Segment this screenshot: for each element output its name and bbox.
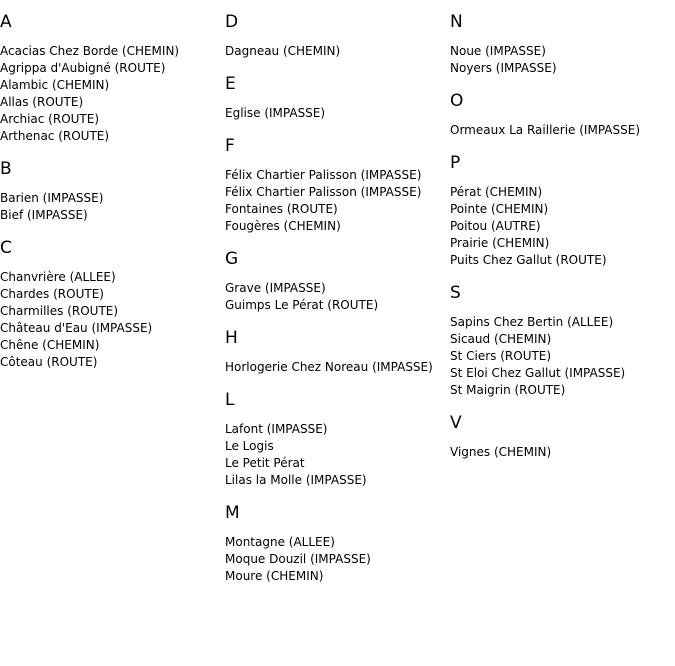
index-column (0, 0, 225, 371)
street-entry: St Ciers (ROUTE) (450, 349, 552, 363)
street-entry: Noyers (IMPASSE) (450, 61, 557, 75)
letter-section (450, 77, 675, 139)
section-letter-heading: N (450, 12, 463, 32)
letter-section (0, 0, 225, 145)
street-entry: Le Logis (225, 439, 274, 453)
section-letter-heading: D (225, 12, 239, 32)
street-list (450, 444, 675, 461)
section-letter-heading: P (450, 153, 461, 173)
section-letter-heading: B (0, 159, 12, 179)
street-list (225, 280, 450, 314)
street-entry: Félix Chartier Palisson (IMPASSE) (225, 168, 422, 182)
street-entry: Acacias Chez Borde (CHEMIN) (0, 44, 180, 58)
street-entry: Ormeaux La Raillerie (IMPASSE) (450, 123, 640, 137)
street-list (0, 190, 225, 224)
section-letter-heading: H (225, 328, 238, 348)
street-entry: Allas (ROUTE) (0, 95, 84, 109)
index-column (450, 0, 675, 461)
section-letter-heading: O (450, 91, 464, 111)
street-list (450, 184, 675, 269)
street-list (225, 43, 450, 60)
street-entry: Alambic (CHEMIN) (0, 78, 110, 92)
street-entry: Archiac (ROUTE) (0, 112, 100, 126)
street-entry: Puits Chez Gallut (ROUTE) (450, 253, 607, 267)
street-entry: Dagneau (CHEMIN) (225, 44, 341, 58)
street-entry: Guimps Le Pérat (ROUTE) (225, 298, 379, 312)
street-entry: Horlogerie Chez Noreau (IMPASSE) (225, 360, 433, 374)
street-entry: Fontaines (ROUTE) (225, 202, 338, 216)
street-list (450, 122, 675, 139)
letter-section (450, 0, 675, 77)
street-list (0, 43, 225, 145)
letter-section (450, 399, 675, 461)
street-list (225, 421, 450, 489)
section-letter-heading: G (225, 249, 239, 269)
street-entry: Lilas la Molle (IMPASSE) (225, 473, 367, 487)
street-entry: Moque Douzil (IMPASSE) (225, 552, 371, 566)
letter-section (225, 0, 450, 60)
street-entry: Lafont (IMPASSE) (225, 422, 328, 436)
street-entry: Montagne (ALLEE) (225, 535, 335, 549)
street-entry: Pointe (CHEMIN) (450, 202, 549, 216)
letter-section (0, 224, 225, 371)
street-entry: Pérat (CHEMIN) (450, 185, 543, 199)
street-entry: Chêne (CHEMIN) (0, 338, 100, 352)
street-entry: Arthenac (ROUTE) (0, 129, 110, 143)
street-entry: St Maigrin (ROUTE) (450, 383, 566, 397)
letter-section (225, 376, 450, 489)
letter-section (225, 489, 450, 585)
street-entry: Charmilles (ROUTE) (0, 304, 119, 318)
street-list (0, 269, 225, 371)
letter-section (225, 235, 450, 314)
section-letter-heading: F (225, 136, 235, 156)
section-letter-heading: S (450, 283, 461, 303)
letter-section (0, 145, 225, 224)
letter-section (225, 60, 450, 122)
section-letter-heading: V (450, 413, 462, 433)
street-entry: Bief (IMPASSE) (0, 208, 88, 222)
street-entry: Poitou (AUTRE) (450, 219, 541, 233)
street-entry: Sicaud (CHEMIN) (450, 332, 552, 346)
section-letter-heading: E (225, 74, 236, 94)
street-list (225, 534, 450, 585)
street-entry: Sapins Chez Bertin (ALLEE) (450, 315, 614, 329)
letter-section (450, 139, 675, 269)
letter-section (450, 269, 675, 399)
street-entry: Noue (IMPASSE) (450, 44, 546, 58)
section-letter-heading: L (225, 390, 235, 410)
street-entry: Chanvrière (ALLEE) (0, 270, 116, 284)
street-entry: Eglise (IMPASSE) (225, 106, 326, 120)
section-letter-heading: C (0, 238, 12, 258)
street-list (450, 43, 675, 77)
street-entry: Château d'Eau (IMPASSE) (0, 321, 153, 335)
section-letter-heading: M (225, 503, 240, 523)
street-entry: Agrippa d'Aubigné (ROUTE) (0, 61, 166, 75)
street-entry: Le Petit Pérat (225, 456, 305, 470)
street-entry: Prairie (CHEMIN) (450, 236, 550, 250)
index-column (225, 0, 450, 585)
street-list (225, 167, 450, 235)
street-entry: Vignes (CHEMIN) (450, 445, 552, 459)
street-entry: Félix Chartier Palisson (IMPASSE) (225, 185, 422, 199)
street-entry: Grave (IMPASSE) (225, 281, 326, 295)
street-entry: Côteau (ROUTE) (0, 355, 98, 369)
street-entry: St Eloi Chez Gallut (IMPASSE) (450, 366, 626, 380)
street-entry: Moure (CHEMIN) (225, 569, 324, 583)
street-entry: Fougères (CHEMIN) (225, 219, 341, 233)
street-entry: Barien (IMPASSE) (0, 191, 104, 205)
street-list (225, 359, 450, 376)
letter-section (225, 314, 450, 376)
street-entry: Chardes (ROUTE) (0, 287, 104, 301)
section-letter-heading: A (0, 12, 12, 32)
letter-section (225, 122, 450, 235)
street-list (225, 105, 450, 122)
street-list (450, 314, 675, 399)
